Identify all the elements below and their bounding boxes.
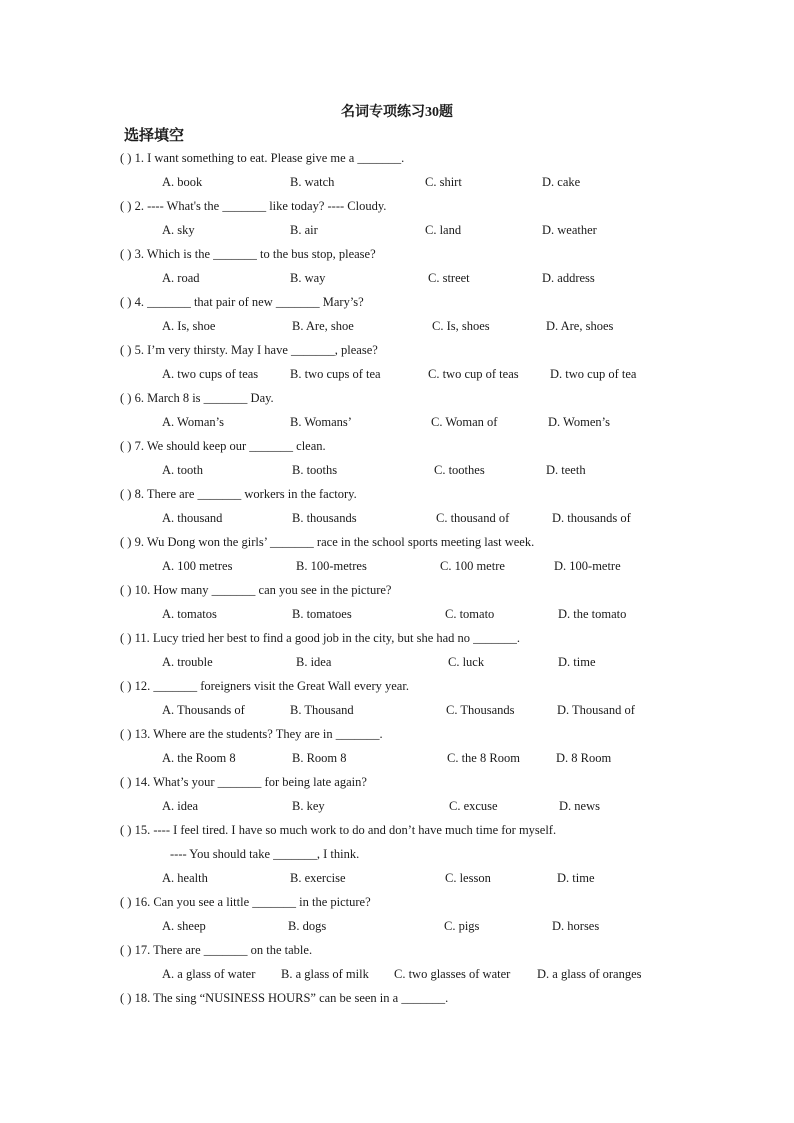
answer-option: B. 100-metres [296, 559, 367, 573]
question-stem: ( ) 3. Which is the _______ to the bus stop, please? [120, 247, 376, 261]
answer-option: C. excuse [449, 799, 498, 813]
answer-option: A. sky [162, 223, 195, 237]
answer-option: D. Thousand of [557, 703, 635, 717]
question-stem: ( ) 4. _______ that pair of new _______ Mary’s? [120, 295, 364, 309]
question-item [0, 438, 794, 486]
question-item [0, 390, 794, 438]
answer-option: A. Thousands of [162, 703, 245, 717]
answer-option: C. 100 metre [440, 559, 505, 573]
answer-option: C. pigs [444, 919, 480, 933]
answer-option: D. cake [542, 175, 581, 189]
question-stem: ( ) 2. ---- What's the _______ like today? ---- Cloudy. [120, 199, 387, 213]
question-item [0, 534, 794, 582]
answer-option: A. book [162, 175, 203, 189]
answer-option: C. luck [448, 655, 485, 669]
answer-option: C. thousand of [436, 511, 510, 525]
answer-option: C. lesson [445, 871, 491, 885]
page-title: 名词专项练习30题 [341, 105, 453, 120]
question-stem: ( ) 13. Where are the students? They are in _______. [120, 727, 383, 741]
answer-option: D. thousands of [552, 511, 631, 525]
answer-option: B. Womans’ [290, 415, 352, 429]
question-stem: ( ) 14. What’s your _______ for being late again? [120, 775, 367, 789]
question-item [0, 198, 794, 246]
answer-option: B. exercise [290, 871, 346, 885]
answer-option: B. two cups of tea [290, 367, 381, 381]
answer-option: B. Thousand [290, 703, 354, 717]
answer-option: B. thousands [292, 511, 357, 525]
question-item [0, 582, 794, 630]
question-item [0, 726, 794, 774]
question-item [0, 294, 794, 342]
answer-option: D. 8 Room [556, 751, 612, 765]
answer-option: C. tomato [445, 607, 495, 621]
answer-option: A. tomatos [162, 607, 217, 621]
answer-option: A. two cups of teas [162, 367, 259, 381]
answer-option: A. tooth [162, 463, 203, 477]
question-stem: ( ) 1. I want something to eat. Please give me a _______. [120, 151, 405, 165]
question-stem: ( ) 7. We should keep our _______ clean. [120, 439, 326, 453]
question-item [0, 486, 794, 534]
question-item [0, 774, 794, 822]
answer-option: C. shirt [425, 175, 462, 189]
question-item [0, 894, 794, 942]
answer-option: C. street [428, 271, 470, 285]
answer-option: B. air [290, 223, 318, 237]
question-item [0, 822, 794, 894]
question-item [0, 150, 794, 198]
answer-option: A. sheep [162, 919, 206, 933]
answer-option: D. two cup of tea [550, 367, 637, 381]
answer-option: A. Is, shoe [162, 319, 216, 333]
answer-option: C. the 8 Room [447, 751, 520, 765]
answer-option: B. tooths [292, 463, 338, 477]
answer-option: B. way [290, 271, 326, 285]
question-stem: ( ) 9. Wu Dong won the girls’ _______ race in the school sports meeting last week. [120, 535, 535, 549]
answer-option: B. Are, shoe [292, 319, 354, 333]
question-item [0, 678, 794, 726]
answer-option: A. trouble [162, 655, 213, 669]
question-item [0, 630, 794, 678]
answer-option: A. a glass of water [162, 967, 256, 981]
answer-option: D. weather [542, 223, 597, 237]
question-stem: ( ) 6. March 8 is _______ Day. [120, 391, 274, 405]
answer-option: D. the tomato [558, 607, 627, 621]
answer-option: C. land [425, 223, 462, 237]
answer-option: D. news [559, 799, 600, 813]
question-stem-continuation: ---- You should take _______, I think. [170, 847, 360, 861]
question-stem: ( ) 15. ---- I feel tired. I have so much work to do and don’t have much time for myself. [120, 823, 557, 837]
answer-option: B. key [292, 799, 325, 813]
answer-option: B. tomatoes [292, 607, 352, 621]
question-list [0, 150, 794, 1038]
answer-option: C. Woman of [431, 415, 498, 429]
question-stem: ( ) 17. There are _______ on the table. [120, 943, 313, 957]
answer-option: D. Women’s [548, 415, 610, 429]
question-stem: ( ) 16. Can you see a little _______ in the picture? [120, 895, 371, 909]
question-stem: ( ) 18. The sing “NUSINESS HOURS” can be seen in a _______. [120, 991, 449, 1005]
answer-option: C. toothes [434, 463, 485, 477]
answer-option: D. teeth [546, 463, 586, 477]
question-stem: ( ) 11. Lucy tried her best to find a good job in the city, but she had no _______. [120, 631, 521, 645]
answer-option: C. Is, shoes [432, 319, 490, 333]
question-item [0, 342, 794, 390]
question-item [0, 942, 794, 990]
answer-option: A. the Room 8 [162, 751, 236, 765]
answer-option: B. dogs [288, 919, 327, 933]
question-item [0, 990, 794, 1038]
question-item [0, 246, 794, 294]
answer-option: A. 100 metres [162, 559, 233, 573]
answer-option: A. thousand [162, 511, 223, 525]
answer-option: D. a glass of oranges [537, 967, 642, 981]
answer-option: A. Woman’s [162, 415, 224, 429]
answer-option: C. two glasses of water [394, 967, 511, 981]
answer-option: D. time [558, 655, 596, 669]
answer-option: D. address [542, 271, 595, 285]
question-stem: ( ) 5. I’m very thirsty. May I have _______, please? [120, 343, 378, 357]
answer-option: C. Thousands [446, 703, 515, 717]
question-stem: ( ) 12. _______ foreigners visit the Great Wall every year. [120, 679, 409, 693]
answer-option: B. a glass of milk [281, 967, 369, 981]
answer-option: B. watch [290, 175, 335, 189]
answer-option: A. idea [162, 799, 199, 813]
answer-option: B. idea [296, 655, 332, 669]
answer-option: A. health [162, 871, 208, 885]
answer-option: A. road [162, 271, 200, 285]
answer-option: D. time [557, 871, 595, 885]
answer-option: D. horses [552, 919, 600, 933]
answer-option: D. 100-metre [554, 559, 621, 573]
answer-option: C. two cup of teas [428, 367, 519, 381]
question-stem: ( ) 10. How many _______ can you see in the picture? [120, 583, 392, 597]
answer-option: B. Room 8 [292, 751, 347, 765]
section-heading: 选择填空 [124, 128, 185, 144]
question-stem: ( ) 8. There are _______ workers in the factory. [120, 487, 357, 501]
answer-option: D. Are, shoes [546, 319, 614, 333]
